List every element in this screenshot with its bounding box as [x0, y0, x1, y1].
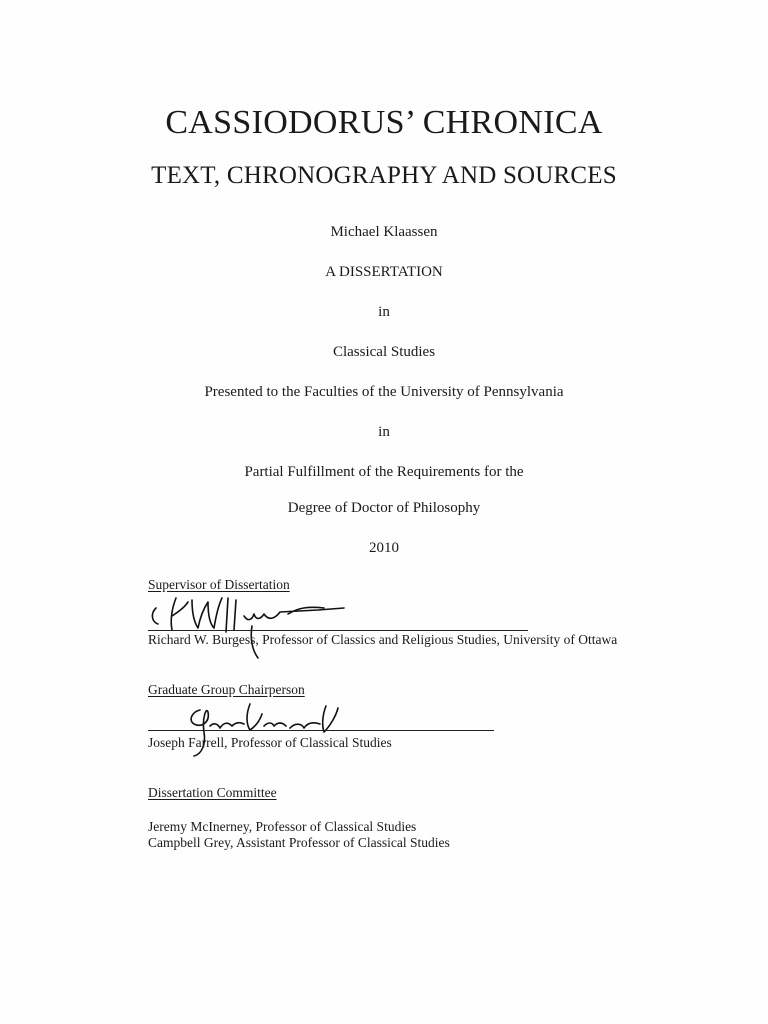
in-label-2: in: [378, 424, 390, 440]
chair-name: Joseph Farrell, Professor of Classical Studies: [148, 735, 392, 750]
committee-member: Campbell Grey, Assistant Professor of Classical Studies: [148, 835, 450, 850]
in-label-1: in: [378, 304, 390, 320]
fulfillment-statement: Partial Fulfillment of the Requirements for the: [244, 464, 524, 480]
degree-statement: Degree of Doctor of Philosophy: [287, 500, 481, 516]
year: 2010: [369, 540, 399, 556]
document-subtitle: TEXT, CHRONOGRAPHY AND SOURCES: [151, 162, 617, 189]
supervisor-signature-line: [148, 630, 528, 631]
document-title: CASSIODORUS’ CHRONICA: [165, 104, 603, 141]
committee-member: Jeremy McInerney, Professor of Classical Studies: [148, 819, 417, 834]
chair-signature: [180, 696, 360, 766]
field-of-study: Classical Studies: [332, 344, 436, 360]
chair-signature-line: [148, 730, 494, 731]
committee-heading: Dissertation Committee: [148, 785, 277, 800]
supervisor-name: Richard W. Burgess, Professor of Classics and Religious Studies, University of Ottawa: [148, 632, 618, 647]
presented-statement: Presented to the Faculties of the University of Pennsylvania: [204, 384, 564, 400]
supervisor-heading: Supervisor of Dissertation: [148, 577, 290, 592]
chair-heading: Graduate Group Chairperson: [148, 682, 305, 697]
document-type: A DISSERTATION: [325, 264, 443, 280]
supervisor-signature: [148, 586, 368, 666]
author-name: Michael Klaassen: [330, 224, 438, 240]
